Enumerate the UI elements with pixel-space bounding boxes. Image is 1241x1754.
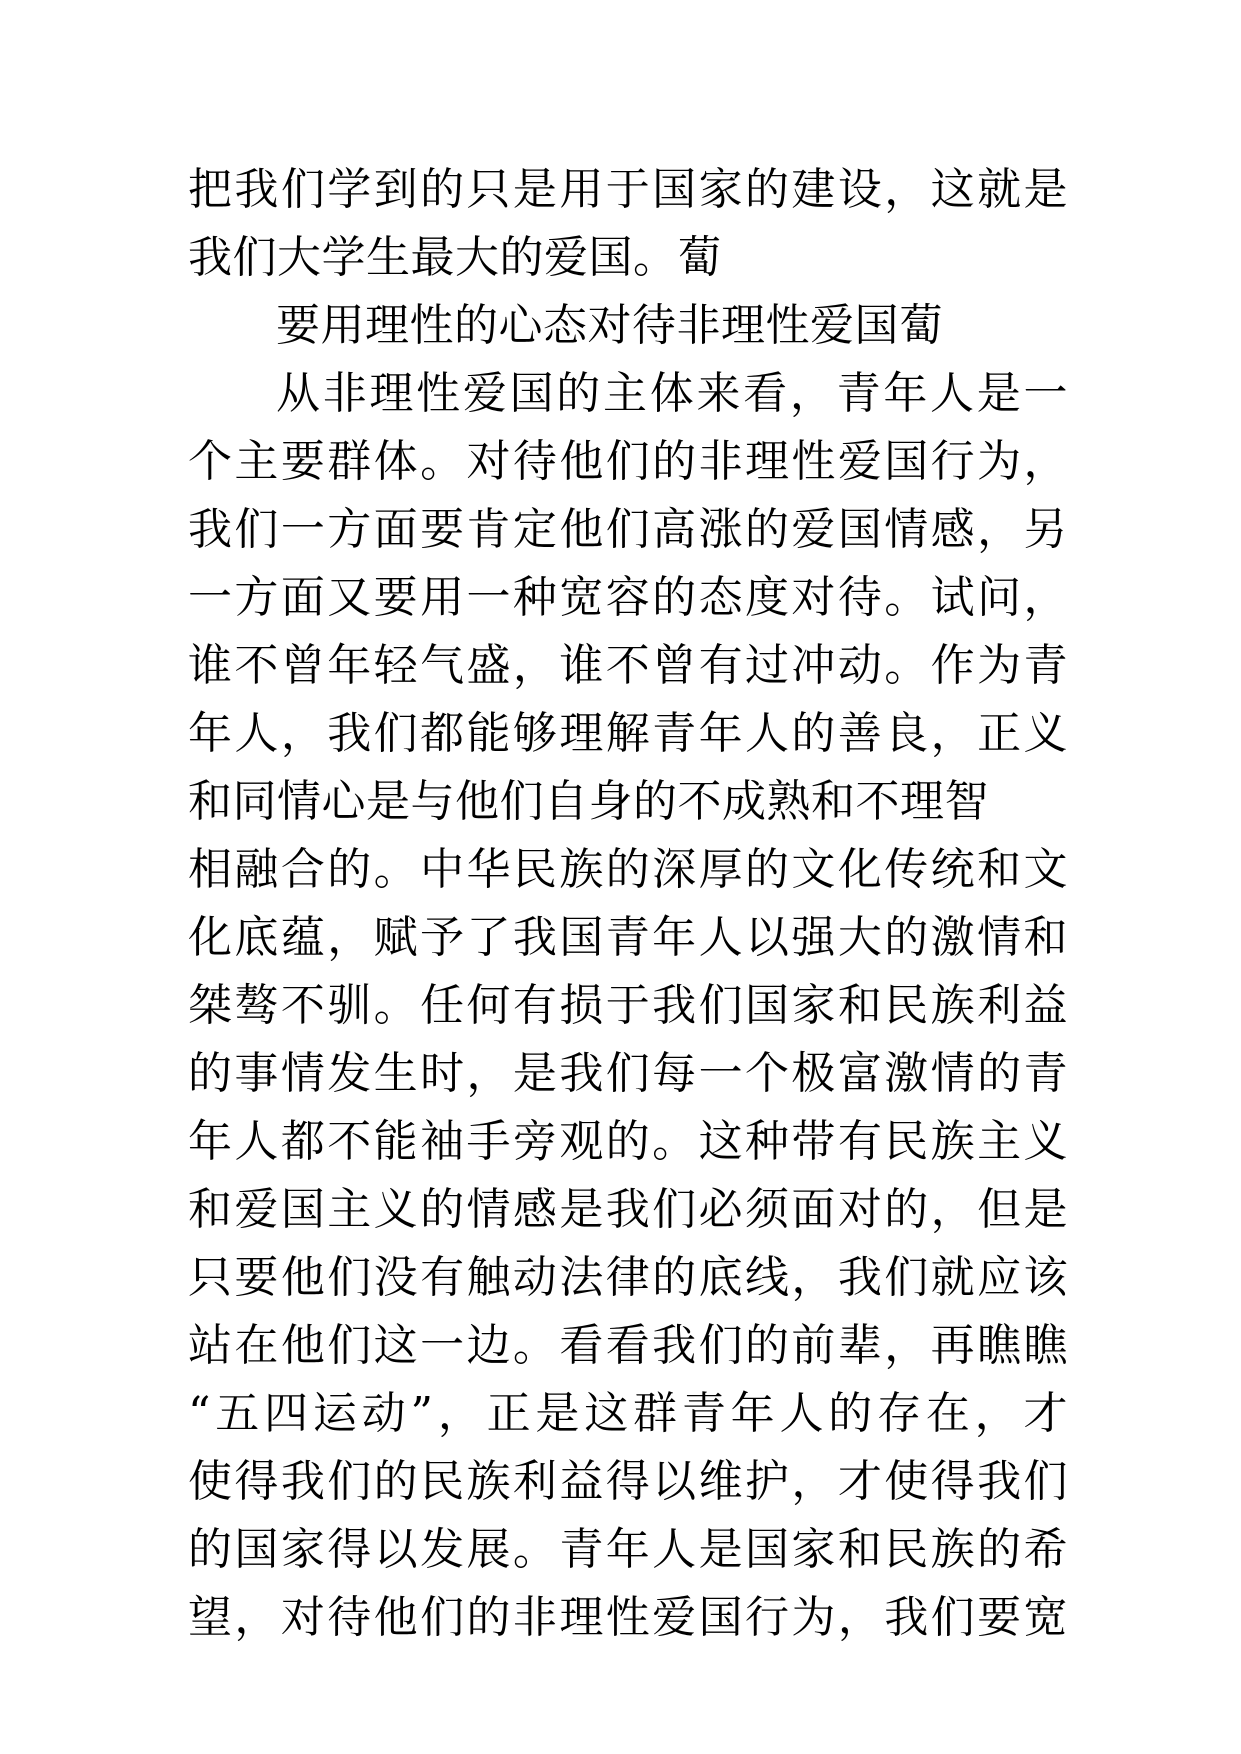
text-line: 使得我们的民族利益得以维护，才使得我们 xyxy=(188,1456,1068,1507)
text-line: 和爱国主义的情感是我们必须面对的，但是 xyxy=(188,1184,1068,1235)
text-line: 把我们学到的只是用于国家的建设，这就是 xyxy=(188,164,1068,215)
paragraph-first-line: 从非理性爱国的主体来看，青年人是一 xyxy=(276,368,1068,419)
text-line: 和同情心是与他们自身的不成熟和不理智 xyxy=(188,776,989,827)
text-line: 我们大学生最大的爱国。蔔 xyxy=(188,232,722,283)
text-line: 一方面又要用一种宽容的态度对待。试问， xyxy=(188,572,1068,623)
text-line: 站在他们这一边。看看我们的前辈，再瞧瞧 xyxy=(188,1320,1068,1371)
section-heading: 要用理性的心态对待非理性爱国蔔 xyxy=(276,300,944,351)
text-line: 相融合的。中华民族的深厚的文化传统和文 xyxy=(188,844,1068,895)
text-line: “五四运动”，正是这群青年人的存在，才 xyxy=(188,1388,1068,1439)
body-text xyxy=(188,156,1068,1652)
text-line: 个主要群体。对待他们的非理性爱国行为， xyxy=(188,436,1068,487)
text-line: 年人，我们都能够理解青年人的善良，正义 xyxy=(188,708,1068,759)
text-line: 望，对待他们的非理性爱国行为，我们要宽 xyxy=(188,1592,1068,1643)
text-line: 年人都不能袖手旁观的。这种带有民族主义 xyxy=(188,1116,1068,1167)
text-line: 的事情发生时，是我们每一个极富激情的青 xyxy=(188,1048,1068,1099)
text-line: 我们一方面要肯定他们高涨的爱国情感，另 xyxy=(188,504,1068,555)
text-line: 只要他们没有触动法律的底线，我们就应该 xyxy=(188,1252,1068,1303)
text-line: 的国家得以发展。青年人是国家和民族的希 xyxy=(188,1524,1068,1575)
text-line: 谁不曾年轻气盛，谁不曾有过冲动。作为青 xyxy=(188,640,1068,691)
text-line: 桀骜不驯。任何有损于我们国家和民族利益 xyxy=(188,980,1068,1031)
text-line: 化底蕴，赋予了我国青年人以强大的激情和 xyxy=(188,912,1068,963)
